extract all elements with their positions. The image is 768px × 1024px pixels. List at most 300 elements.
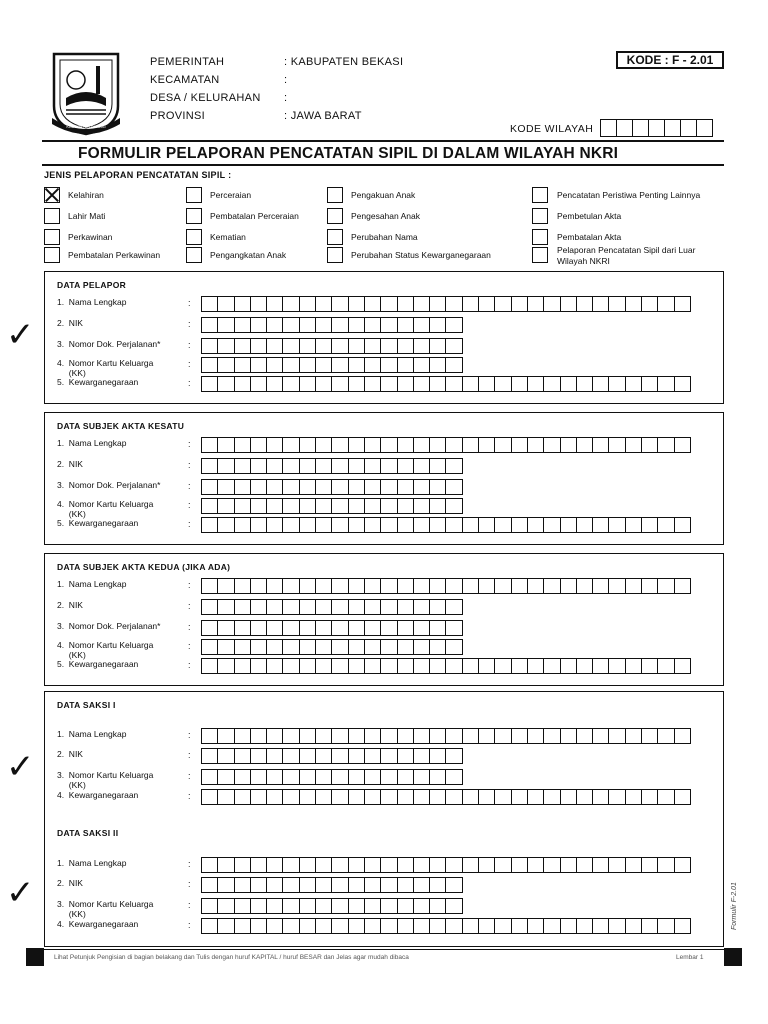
input-cell[interactable] [657,517,674,533]
input-cell[interactable] [397,769,414,785]
input-cell[interactable] [364,658,381,674]
input-cell[interactable] [657,658,674,674]
input-cell[interactable] [315,728,332,744]
input-cell[interactable] [608,296,625,312]
input-cell[interactable] [397,458,414,474]
input-cell[interactable] [397,789,414,805]
input-cell[interactable] [299,338,316,354]
input-cell[interactable] [250,376,267,392]
input-cell[interactable] [445,639,462,655]
input-cell[interactable] [560,517,577,533]
input-cell[interactable] [299,728,316,744]
input-cell[interactable] [657,296,674,312]
input-cell[interactable] [380,458,397,474]
input-cell[interactable] [625,296,642,312]
input-cell[interactable] [478,728,495,744]
input-cell[interactable] [625,376,642,392]
input-cell[interactable] [234,338,251,354]
input-cell[interactable] [576,728,593,744]
input-cell[interactable] [511,789,528,805]
input-cell[interactable] [299,458,316,474]
input-cell[interactable] [429,599,446,615]
input-cell[interactable] [527,437,544,453]
input-cell[interactable] [445,658,462,674]
input-cell[interactable] [429,479,446,495]
input-cell[interactable] [380,517,397,533]
input-cell[interactable] [282,479,299,495]
input-cell[interactable] [299,789,316,805]
input-cell[interactable] [445,918,462,934]
input-cell[interactable] [462,517,479,533]
input-cell[interactable] [250,658,267,674]
input-cell[interactable] [234,857,251,873]
jenis-checkbox-8[interactable] [186,247,202,263]
input-cell[interactable] [250,877,267,893]
input-cell[interactable] [348,857,365,873]
input-cell[interactable] [380,789,397,805]
input-cell[interactable] [413,458,430,474]
input-cell[interactable] [429,620,446,636]
input-cell[interactable] [413,578,430,594]
input-cell[interactable] [478,918,495,934]
input-cell[interactable] [331,357,348,373]
jenis-checkbox-10[interactable] [327,208,343,224]
input-cell[interactable] [413,620,430,636]
input-cell[interactable] [592,658,609,674]
input-cell[interactable] [674,918,691,934]
input-cell[interactable] [266,748,283,764]
input-cell[interactable] [331,296,348,312]
input-cell[interactable] [445,338,462,354]
input-cell[interactable] [266,338,283,354]
input-cell[interactable] [445,376,462,392]
input-cell[interactable] [478,857,495,873]
input-cell[interactable] [413,317,430,333]
input-cell[interactable] [364,857,381,873]
input-cell[interactable] [348,658,365,674]
input-cell[interactable] [576,376,593,392]
input-cell[interactable] [625,517,642,533]
input-cell[interactable] [348,877,365,893]
input-cell[interactable] [234,599,251,615]
input-cell[interactable] [299,357,316,373]
input-cell[interactable] [331,620,348,636]
input-cell[interactable] [282,639,299,655]
input-cell[interactable] [364,728,381,744]
input-cell[interactable] [592,296,609,312]
input-cell[interactable] [201,789,218,805]
input-cell[interactable] [380,620,397,636]
input-cell[interactable] [331,458,348,474]
input-cell[interactable] [462,658,479,674]
input-cell[interactable] [201,857,218,873]
input-cell[interactable] [201,620,218,636]
input-cell[interactable] [364,437,381,453]
input-cell[interactable] [266,479,283,495]
input-cell[interactable] [266,918,283,934]
input-cell[interactable] [641,437,658,453]
input-cell[interactable] [429,317,446,333]
input-cell[interactable] [380,877,397,893]
input-cell[interactable] [478,517,495,533]
jenis-checkbox-11[interactable] [327,229,343,245]
input-cell[interactable] [445,357,462,373]
input-cell[interactable] [201,357,218,373]
input-cell[interactable] [266,357,283,373]
input-cell[interactable] [331,877,348,893]
input-cell[interactable] [282,658,299,674]
input-cell[interactable] [592,437,609,453]
input-cell[interactable] [331,898,348,914]
input-cell[interactable] [282,898,299,914]
input-cell[interactable] [234,789,251,805]
input-cell[interactable] [348,769,365,785]
input-cell[interactable] [234,769,251,785]
input-cell[interactable] [511,728,528,744]
input-cell[interactable] [462,857,479,873]
input-cell[interactable] [641,517,658,533]
input-cell[interactable] [527,658,544,674]
input-cell[interactable] [397,357,414,373]
input-cell[interactable] [429,898,446,914]
subjek2-nik-input[interactable] [201,599,463,615]
jenis-checkbox-9[interactable] [327,187,343,203]
input-cell[interactable] [250,728,267,744]
input-cell[interactable] [380,728,397,744]
input-cell[interactable] [201,498,218,514]
saksi2-nama-input[interactable] [201,857,691,873]
input-cell[interactable] [299,918,316,934]
input-cell[interactable] [462,789,479,805]
input-cell[interactable] [494,728,511,744]
input-cell[interactable] [560,296,577,312]
input-cell[interactable] [299,578,316,594]
jenis-checkbox-16[interactable] [532,247,548,263]
input-cell[interactable] [429,296,446,312]
input-cell[interactable] [445,296,462,312]
input-cell[interactable] [266,769,283,785]
input-cell[interactable] [380,599,397,615]
input-cell[interactable] [625,437,642,453]
input-cell[interactable] [282,498,299,514]
input-cell[interactable] [527,578,544,594]
input-cell[interactable] [429,658,446,674]
input-cell[interactable] [592,376,609,392]
input-cell[interactable] [527,517,544,533]
saksi2-warga-input[interactable] [201,918,691,934]
input-cell[interactable] [282,357,299,373]
input-cell[interactable] [576,857,593,873]
input-cell[interactable] [217,317,234,333]
input-cell[interactable] [201,517,218,533]
input-cell[interactable] [429,437,446,453]
kode-wilayah-boxes[interactable] [600,119,713,137]
input-cell[interactable] [266,437,283,453]
input-cell[interactable] [445,317,462,333]
input-cell[interactable] [625,857,642,873]
input-cell[interactable] [266,458,283,474]
input-cell[interactable] [397,437,414,453]
input-cell[interactable] [331,857,348,873]
input-cell[interactable] [462,376,479,392]
input-cell[interactable] [201,898,218,914]
input-cell[interactable] [429,918,446,934]
input-cell[interactable] [560,578,577,594]
input-cell[interactable] [364,769,381,785]
input-cell[interactable] [282,437,299,453]
input-cell[interactable] [217,728,234,744]
jenis-checkbox-4[interactable] [44,247,60,263]
input-cell[interactable] [445,728,462,744]
input-cell[interactable] [266,620,283,636]
input-cell[interactable] [413,357,430,373]
input-cell[interactable] [217,517,234,533]
input-cell[interactable] [315,517,332,533]
input-cell[interactable] [478,789,495,805]
input-cell[interactable] [674,437,691,453]
input-cell[interactable] [282,769,299,785]
input-cell[interactable] [527,857,544,873]
input-cell[interactable] [429,748,446,764]
input-cell[interactable] [364,498,381,514]
input-cell[interactable] [250,620,267,636]
input-cell[interactable] [625,789,642,805]
input-cell[interactable] [364,918,381,934]
input-cell[interactable] [315,317,332,333]
input-cell[interactable] [494,296,511,312]
input-cell[interactable] [576,437,593,453]
jenis-checkbox-3[interactable] [44,229,60,245]
input-cell[interactable] [364,317,381,333]
input-cell[interactable] [299,769,316,785]
jenis-checkbox-7[interactable] [186,229,202,245]
jenis-checkbox-15[interactable] [532,229,548,245]
input-cell[interactable] [397,376,414,392]
input-cell[interactable] [364,338,381,354]
input-cell[interactable] [348,458,365,474]
input-cell[interactable] [413,599,430,615]
input-cell[interactable] [348,437,365,453]
input-cell[interactable] [462,578,479,594]
input-cell[interactable] [397,498,414,514]
input-cell[interactable] [315,578,332,594]
input-cell[interactable] [348,376,365,392]
input-cell[interactable] [266,376,283,392]
input-cell[interactable] [266,599,283,615]
input-cell[interactable] [380,639,397,655]
input-cell[interactable] [282,338,299,354]
input-cell[interactable] [282,376,299,392]
input-cell[interactable] [217,620,234,636]
input-cell[interactable] [348,578,365,594]
jenis-checkbox-5[interactable] [186,187,202,203]
input-cell[interactable] [592,789,609,805]
input-cell[interactable] [413,639,430,655]
input-cell[interactable] [266,728,283,744]
input-cell[interactable] [380,317,397,333]
input-cell[interactable] [462,437,479,453]
input-cell[interactable] [201,296,218,312]
input-cell[interactable] [413,877,430,893]
input-cell[interactable] [364,898,381,914]
input-cell[interactable] [429,578,446,594]
input-cell[interactable] [380,338,397,354]
input-cell[interactable] [445,578,462,594]
input-cell[interactable] [397,639,414,655]
jenis-checkbox-6[interactable] [186,208,202,224]
input-cell[interactable] [494,376,511,392]
pelapor-nik-input[interactable] [201,317,463,333]
input-cell[interactable] [511,857,528,873]
input-cell[interactable] [331,437,348,453]
input-cell[interactable] [429,728,446,744]
input-cell[interactable] [445,620,462,636]
input-cell[interactable] [429,498,446,514]
input-cell[interactable] [217,857,234,873]
input-cell[interactable] [625,918,642,934]
input-cell[interactable] [674,296,691,312]
input-cell[interactable] [217,898,234,914]
input-cell[interactable] [331,748,348,764]
input-cell[interactable] [201,578,218,594]
input-cell[interactable] [315,599,332,615]
input-cell[interactable] [625,728,642,744]
input-cell[interactable] [201,458,218,474]
input-cell[interactable] [331,376,348,392]
input-cell[interactable] [429,517,446,533]
input-cell[interactable] [250,789,267,805]
input-cell[interactable] [576,789,593,805]
input-cell[interactable] [299,748,316,764]
input-cell[interactable] [234,517,251,533]
input-cell[interactable] [250,338,267,354]
input-cell[interactable] [348,789,365,805]
input-cell[interactable] [250,498,267,514]
input-cell[interactable] [576,517,593,533]
input-cell[interactable] [234,498,251,514]
jenis-checkbox-13[interactable] [532,187,548,203]
input-cell[interactable] [478,658,495,674]
input-cell[interactable] [413,918,430,934]
input-cell[interactable] [282,599,299,615]
input-cell[interactable] [397,338,414,354]
subjek2-kk-input[interactable] [201,639,463,655]
input-cell[interactable] [413,769,430,785]
input-cell[interactable] [234,728,251,744]
input-cell[interactable] [282,458,299,474]
input-cell[interactable] [625,658,642,674]
input-cell[interactable] [380,479,397,495]
input-cell[interactable] [543,789,560,805]
input-cell[interactable] [413,338,430,354]
input-cell[interactable] [413,479,430,495]
input-cell[interactable] [641,918,658,934]
input-cell[interactable] [331,517,348,533]
input-cell[interactable] [201,639,218,655]
input-cell[interactable] [592,728,609,744]
input-cell[interactable] [511,918,528,934]
input-cell[interactable] [217,918,234,934]
input-cell[interactable] [511,376,528,392]
input-cell[interactable] [217,639,234,655]
input-cell[interactable] [299,479,316,495]
input-cell[interactable] [608,857,625,873]
input-cell[interactable] [299,599,316,615]
input-cell[interactable] [641,728,658,744]
input-cell[interactable] [608,658,625,674]
input-cell[interactable] [282,789,299,805]
input-cell[interactable] [511,517,528,533]
input-cell[interactable] [217,338,234,354]
input-cell[interactable] [397,748,414,764]
input-cell[interactable] [331,789,348,805]
input-cell[interactable] [527,789,544,805]
input-cell[interactable] [250,898,267,914]
input-cell[interactable] [364,376,381,392]
input-cell[interactable] [511,578,528,594]
input-cell[interactable] [445,517,462,533]
input-cell[interactable] [657,437,674,453]
input-cell[interactable] [348,639,365,655]
input-cell[interactable] [494,578,511,594]
input-cell[interactable] [592,918,609,934]
input-cell[interactable] [543,918,560,934]
input-cell[interactable] [397,658,414,674]
input-cell[interactable] [266,658,283,674]
jenis-checkbox-2[interactable] [44,208,60,224]
input-cell[interactable] [397,620,414,636]
input-cell[interactable] [413,789,430,805]
input-cell[interactable] [674,578,691,594]
jenis-checkbox-12[interactable] [327,247,343,263]
saksi2-nik-input[interactable] [201,877,463,893]
input-cell[interactable] [315,458,332,474]
input-cell[interactable] [299,376,316,392]
input-cell[interactable] [397,898,414,914]
input-cell[interactable] [527,376,544,392]
input-cell[interactable] [429,338,446,354]
input-cell[interactable] [511,658,528,674]
input-cell[interactable] [250,357,267,373]
input-cell[interactable] [299,658,316,674]
input-cell[interactable] [234,898,251,914]
input-cell[interactable] [397,728,414,744]
input-cell[interactable] [543,517,560,533]
input-cell[interactable] [380,748,397,764]
input-cell[interactable] [201,658,218,674]
input-cell[interactable] [201,479,218,495]
input-cell[interactable] [250,578,267,594]
input-cell[interactable] [445,599,462,615]
input-cell[interactable] [657,376,674,392]
input-cell[interactable] [250,769,267,785]
input-cell[interactable] [657,918,674,934]
input-cell[interactable] [560,918,577,934]
input-cell[interactable] [315,769,332,785]
input-cell[interactable] [478,437,495,453]
input-cell[interactable] [217,357,234,373]
subjek1-nama-input[interactable] [201,437,691,453]
input-cell[interactable] [282,877,299,893]
input-cell[interactable] [315,658,332,674]
input-cell[interactable] [250,479,267,495]
input-cell[interactable] [217,769,234,785]
input-cell[interactable] [282,620,299,636]
input-cell[interactable] [543,578,560,594]
input-cell[interactable] [527,918,544,934]
input-cell[interactable] [657,789,674,805]
input-cell[interactable] [511,437,528,453]
